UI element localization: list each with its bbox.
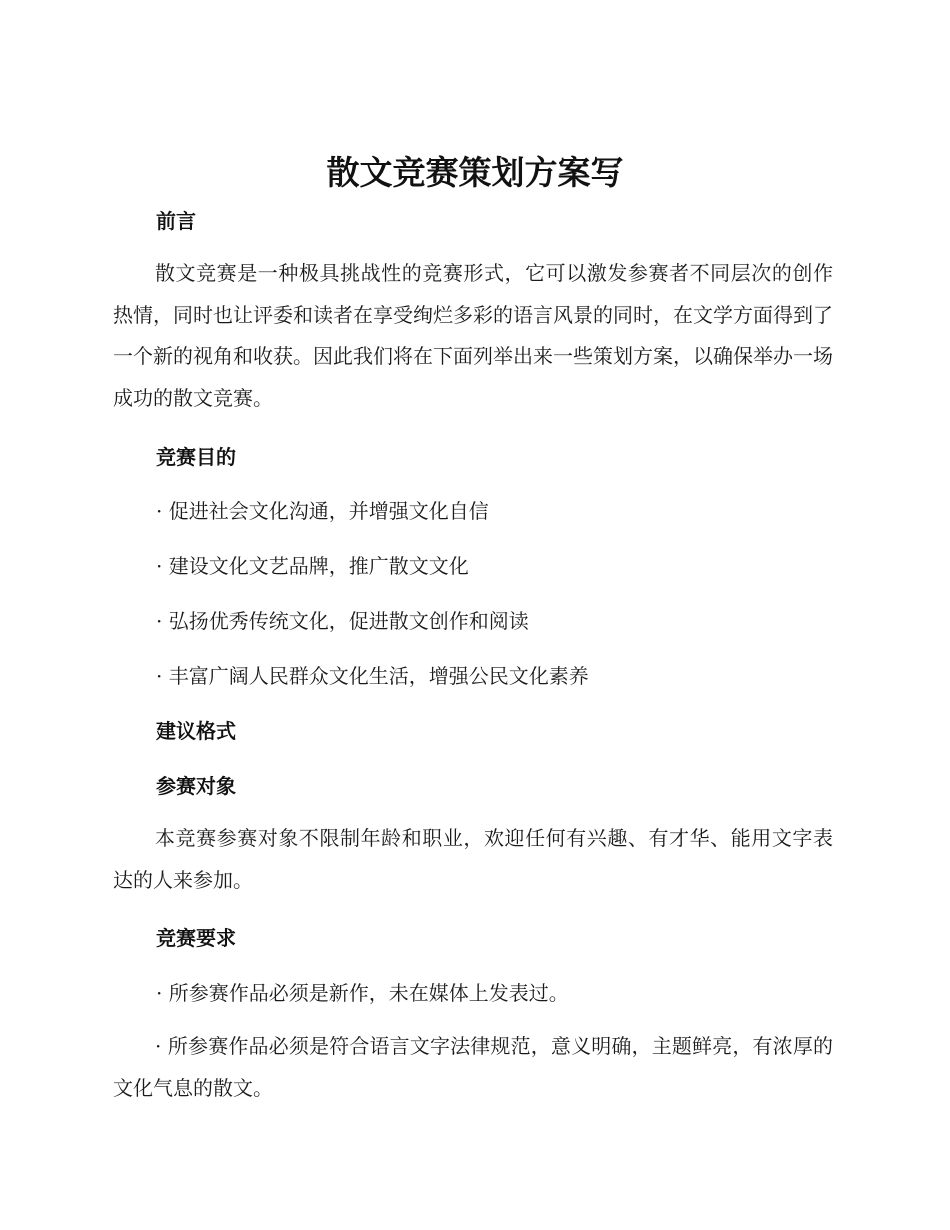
- requirements-heading: 竞赛要求: [156, 926, 236, 950]
- participants-paragraph: 本竞赛参赛对象不限制年龄和职业，欢迎任何有兴趣、有才华、能用文字表达的人来参加。: [113, 826, 833, 892]
- purpose-item: · 弘扬优秀传统文化，促进散文创作和阅读: [156, 609, 529, 633]
- purpose-heading: 竞赛目的: [156, 445, 236, 469]
- format-heading: 建议格式: [156, 719, 236, 743]
- preface-heading: 前言: [156, 209, 196, 233]
- participants-heading: 参赛对象: [156, 774, 236, 798]
- requirement-item: · 所参赛作品必须是新作，未在媒体上发表过。: [156, 981, 569, 1005]
- requirement-item: · 所参赛作品必须是符合语言文字法律规范，意义明确，主题鲜亮，有浓厚的文化气息的散文。: [113, 1034, 833, 1100]
- purpose-item: · 建设文化文艺品牌，推广散文文化: [156, 554, 469, 578]
- preface-paragraph: 散文竞赛是一种极具挑战性的竞赛形式，它可以激发参赛者不同层次的创作热情，同时也让评委和读者在享受绚烂多彩的语言风景的同时，在文学方面得到了一个新的视角和收获。因此我们将在下面列举出来一些策划方案，以确保举办一场成功的散文竞赛。: [113, 261, 833, 410]
- purpose-item: · 丰富广阔人民群众文化生活，增强公民文化素养: [156, 664, 589, 688]
- document-title: 散文竞赛策划方案写: [326, 153, 624, 192]
- purpose-item: · 促进社会文化沟通，并增强文化自信: [156, 499, 489, 523]
